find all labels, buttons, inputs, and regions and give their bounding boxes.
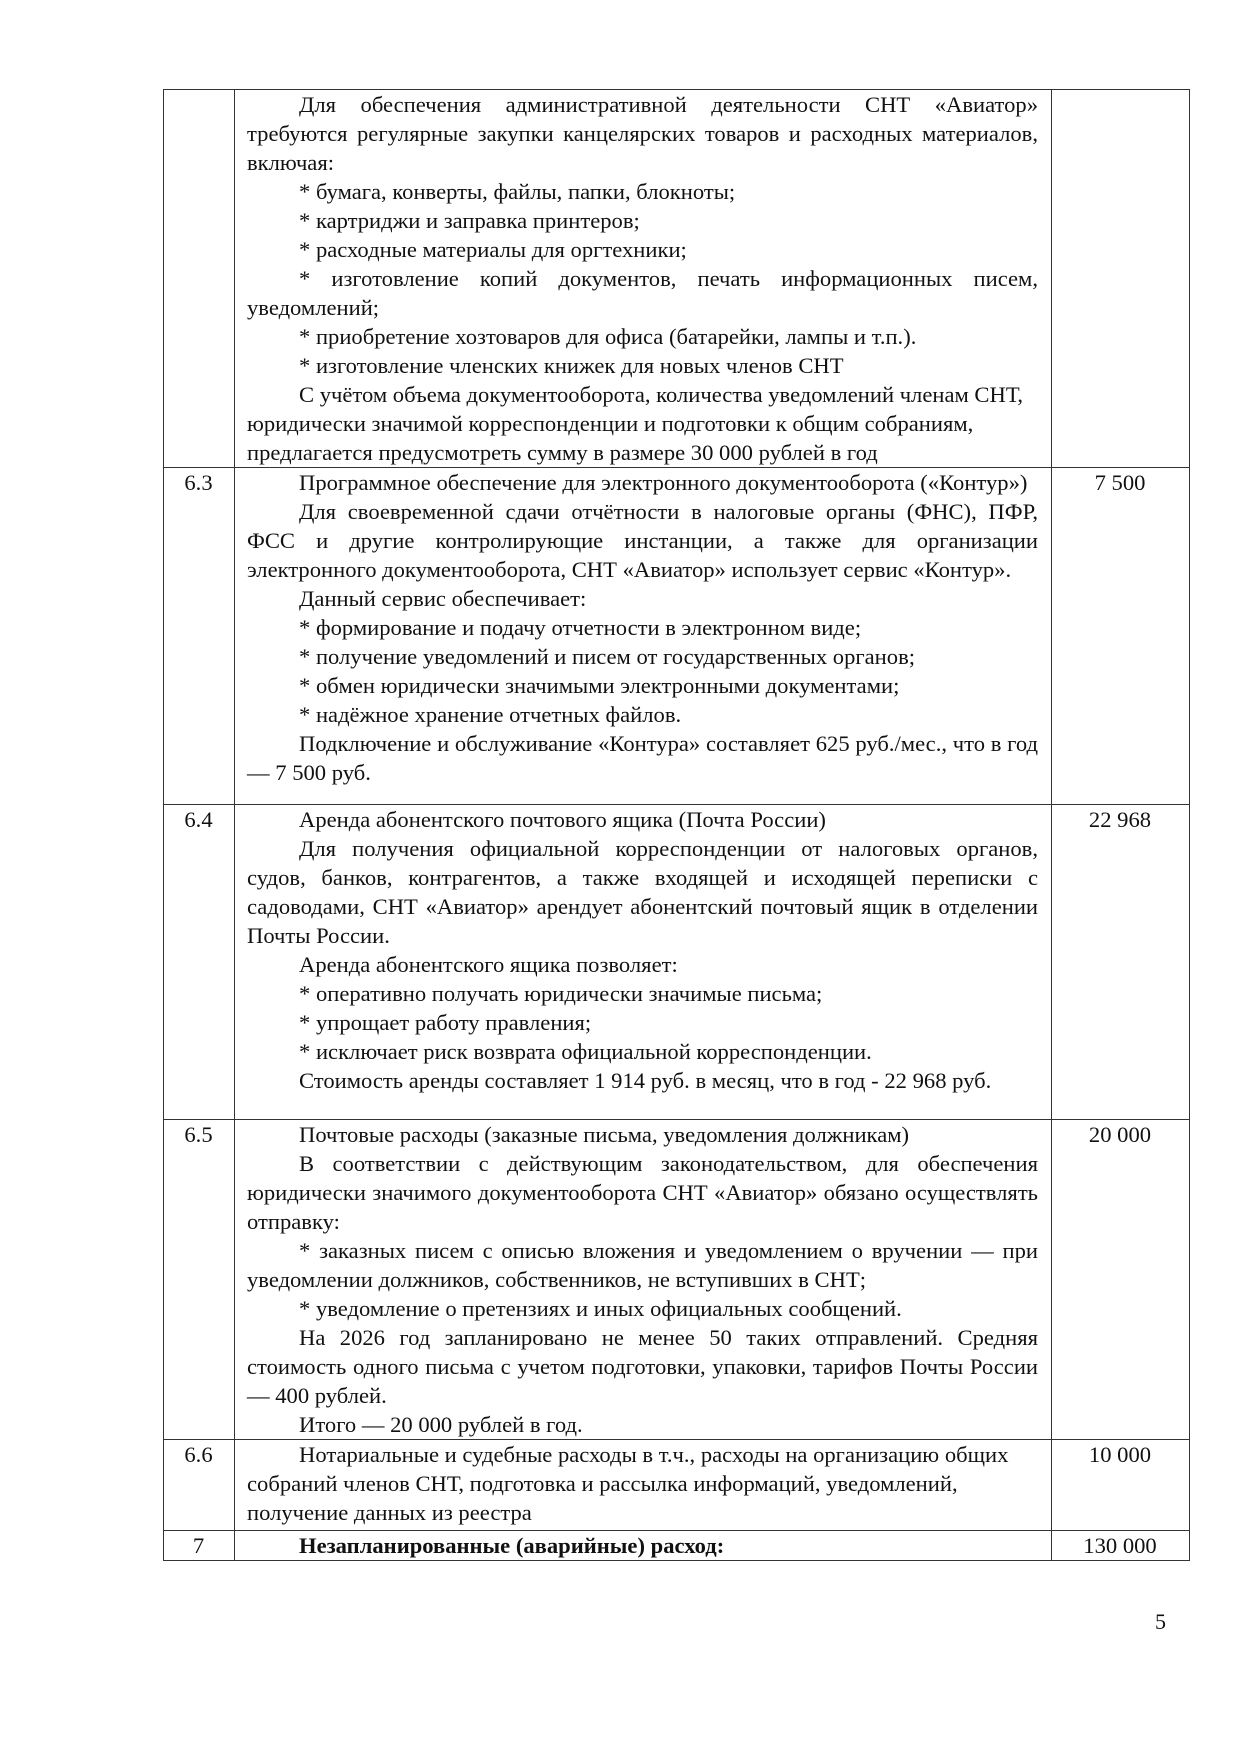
item-number: 6.4: [164, 805, 235, 1120]
bullet-item: * надёжное хранение отчетных файлов.: [299, 702, 682, 727]
paragraph: Аренда абонентского ящика позволяет:: [299, 952, 678, 977]
bullet-item: * бумага, конверты, файлы, папки, блокноты;: [299, 179, 736, 204]
bullet-item: * упрощает работу правления;: [299, 1010, 592, 1035]
budget-table: [163, 89, 1190, 1561]
paragraph: Для своевременной сдачи отчётности в налоговые органы (ФНС), ПФР, ФСС и другие контролирующие инстанции, а также для организации электронного документооборота, СНТ «Авиатор» использует сервис «Контур».: [247, 499, 1038, 582]
item-amount: 10 000: [1052, 1440, 1190, 1531]
item-number: 7: [164, 1531, 235, 1561]
bullet-item: * уведомление о претензиях и иных официальных сообщений.: [299, 1296, 902, 1321]
paragraph: Для получения официальной корреспонденции от налоговых органов, судов, банков, контрагентов, а также входящей и исходящей переписки с садоводами, СНТ «Авиатор» арендует абонентский почтовый ящик в отделении Почты России.: [247, 836, 1038, 948]
bullet-item: * расходные материалы для оргтехники;: [299, 237, 687, 262]
item-amount: 7 500: [1052, 468, 1190, 805]
table-row: [164, 1120, 1190, 1440]
paragraph: Стоимость аренды составляет 1 914 руб. в месяц, что в год - 22 968 руб.: [299, 1068, 992, 1093]
bullet-item: * изготовление копий документов, печать информационных писем, уведомлений;: [247, 266, 1038, 320]
item-amount: 22 968: [1052, 805, 1190, 1120]
paragraph: На 2026 год запланировано не менее 50 таких отправлений. Средняя стоимость одного письма с учетом подготовки, упаковки, тарифов Почты России — 400 рублей.: [247, 1325, 1038, 1408]
item-number: [164, 90, 235, 468]
bullet-item: * формирование и подачу отчетности в электронном виде;: [299, 615, 862, 640]
item-description: [235, 1120, 1052, 1440]
bullet-item: * оперативно получать юридически значимые письма;: [299, 981, 823, 1006]
bullet-item: * приобретение хозтоваров для офиса (батарейки, лампы и т.п.).: [299, 324, 917, 349]
paragraph: Для обеспечения административной деятельности СНТ «Авиатор» требуются регулярные закупки канцелярских товаров и расходных материалов, включая:: [247, 92, 1038, 175]
item-amount: [1052, 90, 1190, 468]
bullet-item: * исключает риск возврата официальной корреспонденции.: [299, 1039, 872, 1064]
item-title: Почтовые расходы (заказные письма, уведомления должникам): [299, 1122, 910, 1147]
item-amount: 130 000: [1052, 1531, 1190, 1561]
item-description: [235, 805, 1052, 1120]
table-row: [164, 805, 1190, 1120]
paragraph: Подключение и обслуживание «Контура» составляет 625 руб./мес., что в год — 7 500 руб.: [247, 731, 1038, 785]
item-description: [235, 468, 1052, 805]
paragraph: С учётом объема документооборота, количества уведомлений членам СНТ, юридически значимой корреспонденции и подготовки к общим собраниям, предлагается предусмотреть сумму в размере 30 000 рублей в год: [247, 382, 1024, 465]
item-title: Аренда абонентского почтового ящика (Почта России): [299, 807, 826, 832]
page-number: 5: [1155, 1609, 1166, 1634]
item-number: 6.3: [164, 468, 235, 805]
item-amount: 20 000: [1052, 1120, 1190, 1440]
bullet-item: * получение уведомлений и писем от государственных органов;: [299, 644, 916, 669]
item-description: [235, 90, 1052, 468]
paragraph: Итого — 20 000 рублей в год.: [299, 1412, 583, 1437]
item-number: 6.5: [164, 1120, 235, 1440]
table-row: [164, 90, 1190, 468]
item-title: Программное обеспечение для электронного документооборота («Контур»): [299, 470, 1028, 495]
paragraph: В соответствии с действующим законодательством, для обеспечения юридически значимого документооборота СНТ «Авиатор» обязано осуществлять отправку:: [247, 1151, 1038, 1234]
item-title: Незапланированные (аварийные) расход:: [299, 1533, 725, 1558]
bullet-item: * картриджи и заправка принтеров;: [299, 208, 640, 233]
item-number: 6.6: [164, 1440, 235, 1531]
item-description: [235, 1531, 1052, 1561]
bullet-item: * изготовление членских книжек для новых членов СНТ: [299, 353, 844, 378]
table-row: [164, 468, 1190, 805]
table-row: [164, 1440, 1190, 1531]
item-title: Нотариальные и судебные расходы в т.ч., расходы на организацию общих собраний членов СНТ, подготовка и рассылка информаций, уведомлений, получение данных из реестра: [247, 1442, 1009, 1525]
bullet-item: * заказных писем с описью вложения и уведомлением о вручении — при уведомлении должников, собственников, не вступивших в СНТ;: [247, 1238, 1038, 1292]
item-description: [235, 1440, 1052, 1531]
table-row: [164, 1531, 1190, 1561]
paragraph: Данный сервис обеспечивает:: [299, 586, 587, 611]
bullet-item: * обмен юридически значимыми электронными документами;: [299, 673, 900, 698]
